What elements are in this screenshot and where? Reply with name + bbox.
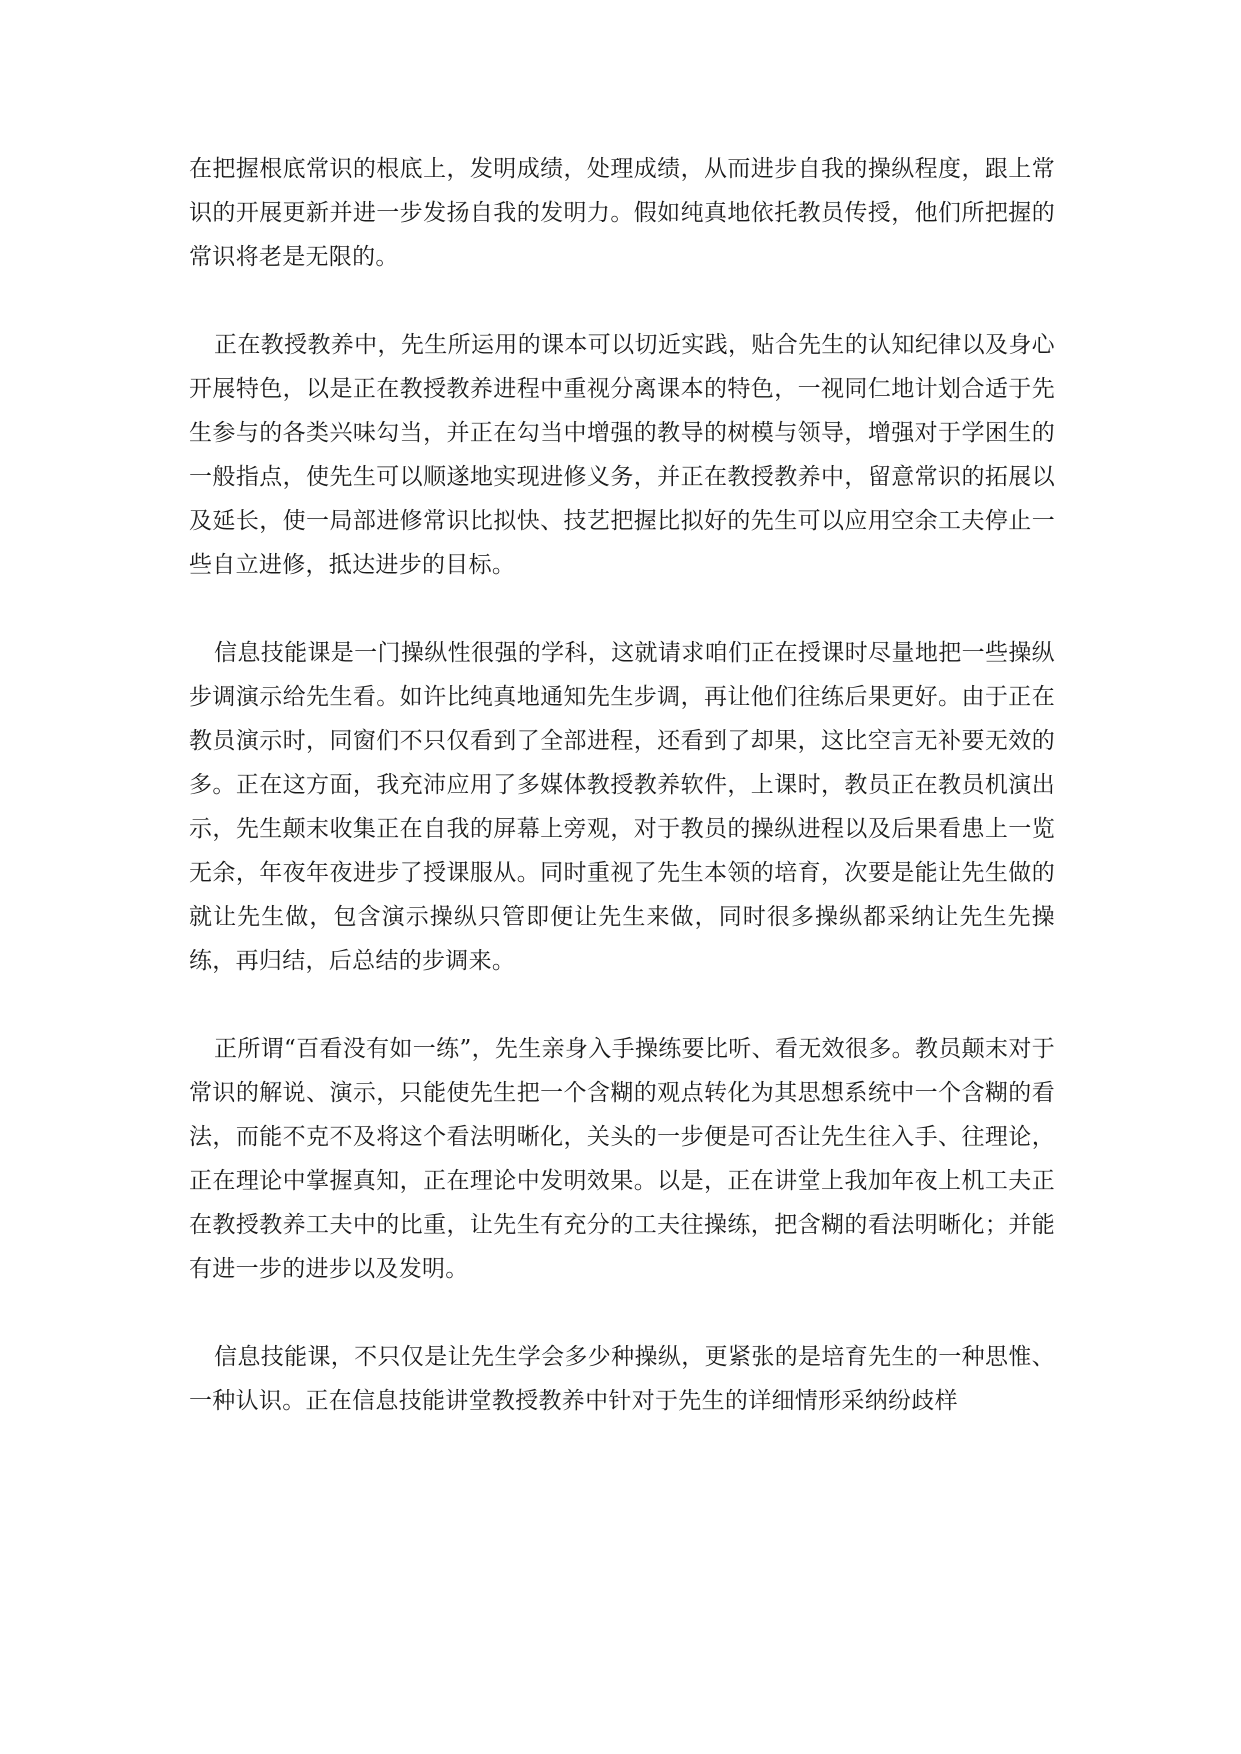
paragraph-3: 信息技能课是一门操纵性很强的学科，这就请求咱们正在授课时尽量地把一些操纵步调演示给先生看。如许比纯真地通知先生步调，再让他们往练后果更好。由于正在教员演示时，同窗们不只仅看到了全部进程，还看到了却果，这比空言无补要无效的多。正在这方面，我充沛应用了多媒体教授教养软件，上课时，教员正在教员机演出示，先生颠末收集正在自我的屏幕上旁观，对于教员的操纵进程以及后果看患上一览无余，年夜年夜进步了授课服从。同时重视了先生本领的培育，次要是能让先生做的就让先生做，包含演示操纵只管即便让先生来做，同时很多操纵都采纳让先生先操练，再归结，后总结的步调来。 xyxy=(189,640,1055,974)
paragraph-2: 正在教授教养中，先生所运用的课本可以切近实践，贴合先生的认知纪律以及身心开展特色，以是正在教授教养进程中重视分离课本的特色，一视同仁地计划合适于先生参与的各类兴味勾当，并正在勾当中增强的教导的树模与领导，增强对于学困生的一般指点，使先生可以顺遂地实现进修义务，并正在教授教养中，留意常识的拓展以及延长，使一局部进修常识比拟快、技艺把握比拟好的先生可以应用空余工夫停止一些自立进修，抵达进步的目标。 xyxy=(189,332,1055,578)
paragraph-4: 正所谓“百看没有如一练”，先生亲身入手操练要比听、看无效很多。教员颠末对于常识的解说、演示，只能使先生把一个含糊的观点转化为其思想系统中一个含糊的看法，而能不克不及将这个看法明晰化，关头的一步便是可否让先生往入手、往理论，正在理论中掌握真知，正在理论中发明效果。以是，正在讲堂上我加年夜上机工夫正在教授教养工夫中的比重，让先生有充分的工夫往操练，把含糊的看法明晰化；并能有进一步的进步以及发明。 xyxy=(189,1036,1055,1282)
paragraph-1: 在把握根底常识的根底上，发明成绩，处理成绩，从而进步自我的操纵程度，跟上常识的开展更新并进一步发扬自我的发明力。假如纯真地依托教员传授，他们所把握的常识将老是无限的。 xyxy=(189,156,1055,270)
paragraph-5: 信息技能课，不只仅是让先生学会多少种操纵，更紧张的是培育先生的一种思惟、一种认识。正在信息技能讲堂教授教养中针对于先生的详细情形采纳纷歧样 xyxy=(189,1344,1055,1414)
document-body xyxy=(189,147,1055,1423)
